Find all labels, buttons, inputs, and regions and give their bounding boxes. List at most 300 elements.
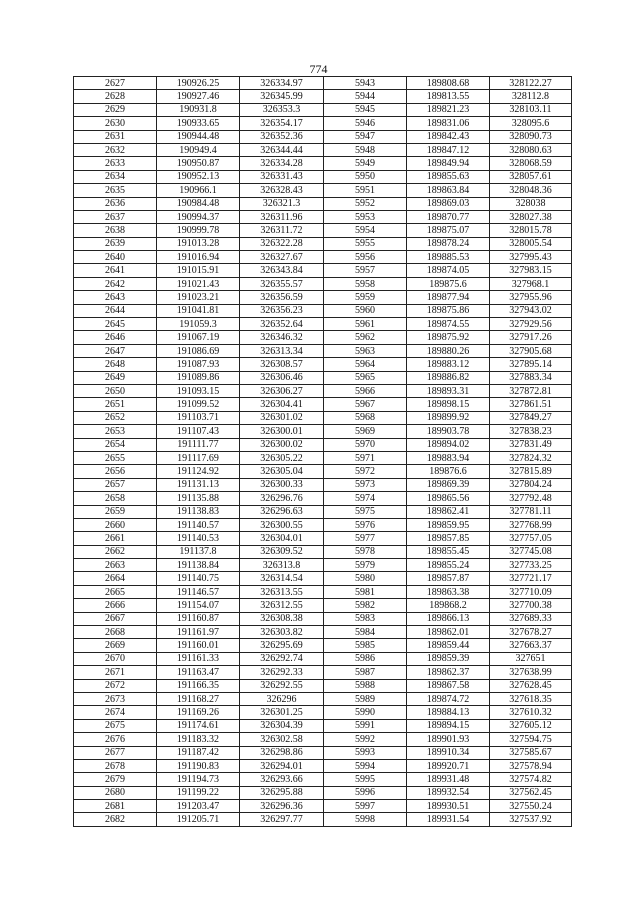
cell-x-coord-right: 189874.72	[407, 692, 490, 705]
cell-y-coord-right: 327562.45	[490, 786, 572, 799]
cell-x-coord-right: 189930.51	[407, 800, 490, 813]
cell-point-id-left: 2643	[74, 291, 157, 304]
cell-point-id-right: 5952	[324, 197, 407, 210]
cell-x-coord-right: 189866.13	[407, 612, 490, 625]
cell-x-coord-right: 189859.95	[407, 518, 490, 531]
table-row	[74, 478, 572, 491]
cell-x-coord-right: 189894.15	[407, 719, 490, 732]
cell-y-coord-left: 326305.04	[240, 465, 324, 478]
cell-point-id-left: 2636	[74, 197, 157, 210]
cell-y-coord-right: 327628.45	[490, 679, 572, 692]
cell-x-coord-left: 191205.71	[157, 813, 240, 826]
cell-y-coord-left: 326294.01	[240, 759, 324, 772]
cell-x-coord-right: 189875.86	[407, 304, 490, 317]
cell-y-coord-left: 326292.55	[240, 679, 324, 692]
table-row	[74, 706, 572, 719]
cell-point-id-right: 5995	[324, 773, 407, 786]
cell-y-coord-right: 327905.68	[490, 344, 572, 357]
cell-y-coord-right: 328103.11	[490, 103, 572, 116]
cell-point-id-left: 2662	[74, 545, 157, 558]
cell-x-coord-left: 190984.48	[157, 197, 240, 210]
cell-point-id-left: 2668	[74, 626, 157, 639]
cell-point-id-left: 2652	[74, 411, 157, 424]
table-row	[74, 291, 572, 304]
table-row	[74, 746, 572, 759]
coordinate-table-body	[74, 77, 572, 827]
table-row	[74, 77, 572, 90]
cell-x-coord-left: 191140.53	[157, 532, 240, 545]
cell-point-id-left: 2666	[74, 599, 157, 612]
cell-y-coord-right: 327838.23	[490, 425, 572, 438]
table-row	[74, 157, 572, 170]
cell-x-coord-left: 191194.73	[157, 773, 240, 786]
cell-x-coord-right: 189878.24	[407, 237, 490, 250]
cell-point-id-right: 5988	[324, 679, 407, 692]
cell-point-id-right: 5956	[324, 251, 407, 264]
table-row	[74, 237, 572, 250]
cell-point-id-right: 5949	[324, 157, 407, 170]
cell-y-coord-left: 326296	[240, 692, 324, 705]
cell-y-coord-right: 327831.49	[490, 438, 572, 451]
cell-y-coord-left: 326302.58	[240, 733, 324, 746]
cell-x-coord-left: 190944.48	[157, 130, 240, 143]
cell-x-coord-left: 191023.21	[157, 291, 240, 304]
cell-x-coord-left: 191187.42	[157, 746, 240, 759]
cell-point-id-right: 5968	[324, 411, 407, 424]
cell-point-id-left: 2629	[74, 103, 157, 116]
cell-y-coord-right: 328027.38	[490, 210, 572, 223]
cell-y-coord-left: 326301.25	[240, 706, 324, 719]
cell-y-coord-left: 326308.38	[240, 612, 324, 625]
cell-point-id-left: 2670	[74, 652, 157, 665]
cell-point-id-right: 5964	[324, 358, 407, 371]
cell-x-coord-right: 189899.92	[407, 411, 490, 424]
cell-point-id-right: 5962	[324, 331, 407, 344]
cell-point-id-right: 5996	[324, 786, 407, 799]
table-row	[74, 733, 572, 746]
cell-y-coord-right: 327792.48	[490, 492, 572, 505]
cell-x-coord-left: 191013.28	[157, 237, 240, 250]
table-row	[74, 103, 572, 116]
table-row	[74, 384, 572, 397]
table-row	[74, 184, 572, 197]
cell-point-id-right: 5959	[324, 291, 407, 304]
cell-point-id-right: 5990	[324, 706, 407, 719]
cell-point-id-right: 5967	[324, 398, 407, 411]
cell-point-id-left: 2640	[74, 251, 157, 264]
coordinate-table	[73, 76, 572, 827]
cell-point-id-left: 2645	[74, 318, 157, 331]
cell-y-coord-right: 327917.26	[490, 331, 572, 344]
cell-y-coord-left: 326295.69	[240, 639, 324, 652]
cell-y-coord-right: 327929.56	[490, 318, 572, 331]
cell-point-id-right: 5980	[324, 572, 407, 585]
cell-y-coord-right: 327983.15	[490, 264, 572, 277]
cell-x-coord-right: 189910.34	[407, 746, 490, 759]
cell-point-id-right: 5998	[324, 813, 407, 826]
cell-y-coord-right: 327678.27	[490, 626, 572, 639]
cell-point-id-left: 2669	[74, 639, 157, 652]
cell-y-coord-left: 326295.88	[240, 786, 324, 799]
cell-y-coord-left: 326356.59	[240, 291, 324, 304]
cell-point-id-left: 2632	[74, 143, 157, 156]
cell-x-coord-left: 191138.84	[157, 559, 240, 572]
cell-point-id-left: 2660	[74, 518, 157, 531]
cell-x-coord-right: 189863.38	[407, 585, 490, 598]
cell-x-coord-left: 191041.81	[157, 304, 240, 317]
cell-x-coord-left: 190952.13	[157, 170, 240, 183]
cell-x-coord-right: 189884.13	[407, 706, 490, 719]
cell-y-coord-left: 326300.02	[240, 438, 324, 451]
cell-y-coord-left: 326306.27	[240, 384, 324, 397]
cell-point-id-right: 5963	[324, 344, 407, 357]
cell-y-coord-right: 328005.54	[490, 237, 572, 250]
table-row	[74, 318, 572, 331]
cell-point-id-left: 2644	[74, 304, 157, 317]
cell-point-id-right: 5950	[324, 170, 407, 183]
cell-x-coord-right: 189894.02	[407, 438, 490, 451]
cell-x-coord-right: 189857.87	[407, 572, 490, 585]
cell-y-coord-right: 327733.25	[490, 559, 572, 572]
cell-point-id-left: 2655	[74, 451, 157, 464]
cell-point-id-right: 5991	[324, 719, 407, 732]
cell-x-coord-right: 189875.07	[407, 224, 490, 237]
cell-x-coord-right: 189867.58	[407, 679, 490, 692]
cell-y-coord-right: 327745.08	[490, 545, 572, 558]
cell-point-id-left: 2658	[74, 492, 157, 505]
cell-x-coord-left: 191015.91	[157, 264, 240, 277]
cell-x-coord-right: 189875.6	[407, 277, 490, 290]
cell-x-coord-left: 190931.8	[157, 103, 240, 116]
cell-point-id-left: 2682	[74, 813, 157, 826]
cell-x-coord-left: 191168.27	[157, 692, 240, 705]
cell-x-coord-left: 191166.35	[157, 679, 240, 692]
cell-x-coord-left: 191161.33	[157, 652, 240, 665]
cell-point-id-right: 5948	[324, 143, 407, 156]
table-row	[74, 800, 572, 813]
cell-x-coord-left: 191067.19	[157, 331, 240, 344]
cell-point-id-left: 2659	[74, 505, 157, 518]
cell-y-coord-left: 326352.64	[240, 318, 324, 331]
cell-x-coord-left: 190950.87	[157, 157, 240, 170]
table-row	[74, 90, 572, 103]
cell-x-coord-left: 191111.77	[157, 438, 240, 451]
cell-x-coord-left: 191087.93	[157, 358, 240, 371]
cell-point-id-left: 2638	[74, 224, 157, 237]
table-row	[74, 264, 572, 277]
table-row	[74, 626, 572, 639]
cell-y-coord-left: 326296.63	[240, 505, 324, 518]
cell-y-coord-right: 328080.63	[490, 143, 572, 156]
cell-y-coord-right: 327861.51	[490, 398, 572, 411]
cell-point-id-right: 5960	[324, 304, 407, 317]
cell-point-id-right: 5965	[324, 371, 407, 384]
cell-x-coord-right: 189880.26	[407, 344, 490, 357]
cell-y-coord-right: 327955.96	[490, 291, 572, 304]
cell-point-id-right: 5982	[324, 599, 407, 612]
cell-point-id-left: 2631	[74, 130, 157, 143]
table-row	[74, 759, 572, 772]
cell-y-coord-left: 326305.22	[240, 451, 324, 464]
cell-x-coord-right: 189876.6	[407, 465, 490, 478]
cell-point-id-right: 5986	[324, 652, 407, 665]
cell-point-id-right: 5992	[324, 733, 407, 746]
cell-x-coord-left: 191140.57	[157, 518, 240, 531]
cell-x-coord-right: 189847.12	[407, 143, 490, 156]
cell-point-id-right: 5985	[324, 639, 407, 652]
cell-point-id-left: 2671	[74, 666, 157, 679]
cell-x-coord-right: 189808.68	[407, 77, 490, 90]
cell-y-coord-left: 326334.97	[240, 77, 324, 90]
table-row	[74, 786, 572, 799]
cell-x-coord-right: 189813.55	[407, 90, 490, 103]
cell-point-id-right: 5958	[324, 277, 407, 290]
cell-point-id-right: 5945	[324, 103, 407, 116]
page-number: 774	[309, 62, 328, 76]
cell-x-coord-right: 189859.39	[407, 652, 490, 665]
cell-x-coord-left: 190994.37	[157, 210, 240, 223]
cell-x-coord-right: 189831.06	[407, 117, 490, 130]
table-row	[74, 492, 572, 505]
cell-y-coord-left: 326343.84	[240, 264, 324, 277]
cell-x-coord-left: 191174.61	[157, 719, 240, 732]
cell-y-coord-left: 326300.01	[240, 425, 324, 438]
cell-y-coord-right: 327768.99	[490, 518, 572, 531]
table-row	[74, 170, 572, 183]
cell-x-coord-left: 190926.25	[157, 77, 240, 90]
cell-x-coord-right: 189874.05	[407, 264, 490, 277]
cell-y-coord-left: 326303.82	[240, 626, 324, 639]
table-row	[74, 411, 572, 424]
cell-point-id-right: 5957	[324, 264, 407, 277]
cell-point-id-left: 2664	[74, 572, 157, 585]
cell-x-coord-left: 191107.43	[157, 425, 240, 438]
cell-y-coord-left: 326300.55	[240, 518, 324, 531]
cell-point-id-right: 5997	[324, 800, 407, 813]
cell-x-coord-right: 189886.82	[407, 371, 490, 384]
cell-y-coord-left: 326296.76	[240, 492, 324, 505]
cell-y-coord-left: 326321.3	[240, 197, 324, 210]
cell-x-coord-right: 189893.31	[407, 384, 490, 397]
cell-y-coord-left: 326308.57	[240, 358, 324, 371]
cell-x-coord-left: 191086.69	[157, 344, 240, 357]
cell-y-coord-right: 328090.73	[490, 130, 572, 143]
table-row	[74, 465, 572, 478]
table-row	[74, 652, 572, 665]
cell-x-coord-left: 191160.87	[157, 612, 240, 625]
cell-point-id-left: 2650	[74, 384, 157, 397]
table-row	[74, 505, 572, 518]
cell-y-coord-left: 326354.17	[240, 117, 324, 130]
cell-x-coord-right: 189855.45	[407, 545, 490, 558]
cell-point-id-left: 2627	[74, 77, 157, 90]
table-row	[74, 304, 572, 317]
cell-point-id-left: 2672	[74, 679, 157, 692]
cell-y-coord-right: 328048.36	[490, 184, 572, 197]
cell-y-coord-left: 326296.36	[240, 800, 324, 813]
cell-point-id-right: 5947	[324, 130, 407, 143]
cell-point-id-right: 5944	[324, 90, 407, 103]
cell-x-coord-left: 191131.13	[157, 478, 240, 491]
cell-point-id-left: 2641	[74, 264, 157, 277]
cell-y-coord-right: 327710.09	[490, 585, 572, 598]
cell-x-coord-left: 191021.43	[157, 277, 240, 290]
cell-x-coord-right: 189862.01	[407, 626, 490, 639]
cell-x-coord-left: 191089.86	[157, 371, 240, 384]
cell-point-id-right: 5953	[324, 210, 407, 223]
cell-x-coord-left: 191138.83	[157, 505, 240, 518]
cell-y-coord-right: 327872.81	[490, 384, 572, 397]
table-row	[74, 679, 572, 692]
cell-point-id-left: 2637	[74, 210, 157, 223]
cell-y-coord-right: 328015.78	[490, 224, 572, 237]
cell-y-coord-right: 327578.94	[490, 759, 572, 772]
cell-x-coord-right: 189863.84	[407, 184, 490, 197]
cell-x-coord-right: 189870.77	[407, 210, 490, 223]
cell-y-coord-right: 327757.05	[490, 532, 572, 545]
cell-y-coord-right: 327721.17	[490, 572, 572, 585]
cell-x-coord-left: 191093.15	[157, 384, 240, 397]
cell-x-coord-right: 189855.63	[407, 170, 490, 183]
cell-y-coord-right: 327943.02	[490, 304, 572, 317]
cell-y-coord-right: 327804.24	[490, 478, 572, 491]
table-row	[74, 599, 572, 612]
cell-y-coord-left: 326300.33	[240, 478, 324, 491]
cell-x-coord-right: 189931.54	[407, 813, 490, 826]
table-row	[74, 344, 572, 357]
cell-point-id-right: 5977	[324, 532, 407, 545]
cell-point-id-left: 2654	[74, 438, 157, 451]
table-row	[74, 559, 572, 572]
cell-x-coord-left: 191059.3	[157, 318, 240, 331]
cell-point-id-right: 5994	[324, 759, 407, 772]
cell-x-coord-right: 189849.94	[407, 157, 490, 170]
table-row	[74, 545, 572, 558]
cell-y-coord-left: 326355.57	[240, 277, 324, 290]
cell-y-coord-right: 327594.75	[490, 733, 572, 746]
cell-point-id-right: 5974	[324, 492, 407, 505]
cell-y-coord-left: 326311.72	[240, 224, 324, 237]
cell-point-id-right: 5973	[324, 478, 407, 491]
cell-point-id-left: 2648	[74, 358, 157, 371]
cell-point-id-left: 2681	[74, 800, 157, 813]
cell-y-coord-right: 327618.35	[490, 692, 572, 705]
cell-y-coord-left: 326313.55	[240, 585, 324, 598]
cell-point-id-right: 5979	[324, 559, 407, 572]
cell-x-coord-right: 189875.92	[407, 331, 490, 344]
cell-y-coord-right: 327605.12	[490, 719, 572, 732]
cell-y-coord-right: 327550.24	[490, 800, 572, 813]
cell-x-coord-left: 191160.01	[157, 639, 240, 652]
table-row	[74, 813, 572, 826]
cell-y-coord-right: 327815.89	[490, 465, 572, 478]
cell-point-id-left: 2653	[74, 425, 157, 438]
cell-point-id-left: 2679	[74, 773, 157, 786]
table-row	[74, 451, 572, 464]
cell-point-id-left: 2680	[74, 786, 157, 799]
cell-y-coord-left: 326345.99	[240, 90, 324, 103]
cell-x-coord-left: 191190.83	[157, 759, 240, 772]
cell-y-coord-left: 326322.28	[240, 237, 324, 250]
cell-y-coord-left: 326301.02	[240, 411, 324, 424]
cell-y-coord-left: 326304.41	[240, 398, 324, 411]
table-row	[74, 371, 572, 384]
cell-x-coord-right: 189877.94	[407, 291, 490, 304]
cell-y-coord-right: 327824.32	[490, 451, 572, 464]
cell-point-id-right: 5976	[324, 518, 407, 531]
cell-point-id-left: 2663	[74, 559, 157, 572]
cell-y-coord-right: 327537.92	[490, 813, 572, 826]
cell-x-coord-right: 189868.2	[407, 599, 490, 612]
table-row	[74, 572, 572, 585]
cell-point-id-right: 5951	[324, 184, 407, 197]
cell-x-coord-left: 191124.92	[157, 465, 240, 478]
cell-x-coord-right: 189862.41	[407, 505, 490, 518]
cell-y-coord-left: 326353.3	[240, 103, 324, 116]
cell-y-coord-right: 327585.67	[490, 746, 572, 759]
table-row	[74, 639, 572, 652]
cell-x-coord-right: 189869.03	[407, 197, 490, 210]
cell-point-id-right: 5971	[324, 451, 407, 464]
cell-point-id-left: 2674	[74, 706, 157, 719]
cell-y-coord-left: 326298.86	[240, 746, 324, 759]
cell-point-id-right: 5975	[324, 505, 407, 518]
cell-x-coord-left: 191137.8	[157, 545, 240, 558]
cell-point-id-right: 5955	[324, 237, 407, 250]
cell-point-id-right: 5984	[324, 626, 407, 639]
cell-y-coord-left: 326331.43	[240, 170, 324, 183]
cell-x-coord-right: 189855.24	[407, 559, 490, 572]
cell-y-coord-left: 326352.36	[240, 130, 324, 143]
cell-point-id-left: 2661	[74, 532, 157, 545]
table-row	[74, 612, 572, 625]
cell-y-coord-left: 326334.28	[240, 157, 324, 170]
table-row	[74, 532, 572, 545]
cell-point-id-left: 2635	[74, 184, 157, 197]
cell-point-id-left: 2675	[74, 719, 157, 732]
cell-x-coord-left: 191140.75	[157, 572, 240, 585]
cell-x-coord-right: 189865.56	[407, 492, 490, 505]
cell-x-coord-left: 191154.07	[157, 599, 240, 612]
cell-x-coord-left: 191103.71	[157, 411, 240, 424]
cell-point-id-left: 2646	[74, 331, 157, 344]
cell-y-coord-right: 327895.14	[490, 358, 572, 371]
cell-y-coord-right: 327610.32	[490, 706, 572, 719]
cell-point-id-right: 5993	[324, 746, 407, 759]
cell-x-coord-right: 189901.93	[407, 733, 490, 746]
cell-x-coord-right: 189883.12	[407, 358, 490, 371]
cell-y-coord-left: 326292.33	[240, 666, 324, 679]
cell-point-id-right: 5972	[324, 465, 407, 478]
table-row	[74, 277, 572, 290]
cell-x-coord-left: 191199.22	[157, 786, 240, 799]
cell-point-id-right: 5981	[324, 585, 407, 598]
table-row	[74, 398, 572, 411]
cell-x-coord-right: 189821.23	[407, 103, 490, 116]
cell-point-id-right: 5946	[324, 117, 407, 130]
cell-x-coord-left: 190999.78	[157, 224, 240, 237]
cell-point-id-left: 2665	[74, 585, 157, 598]
cell-point-id-left: 2657	[74, 478, 157, 491]
cell-y-coord-right: 327574.82	[490, 773, 572, 786]
cell-y-coord-right: 327663.37	[490, 639, 572, 652]
cell-x-coord-left: 191183.32	[157, 733, 240, 746]
table-row	[74, 224, 572, 237]
cell-y-coord-right: 328057.61	[490, 170, 572, 183]
cell-point-id-left: 2676	[74, 733, 157, 746]
cell-x-coord-left: 191146.57	[157, 585, 240, 598]
cell-y-coord-left: 326297.77	[240, 813, 324, 826]
